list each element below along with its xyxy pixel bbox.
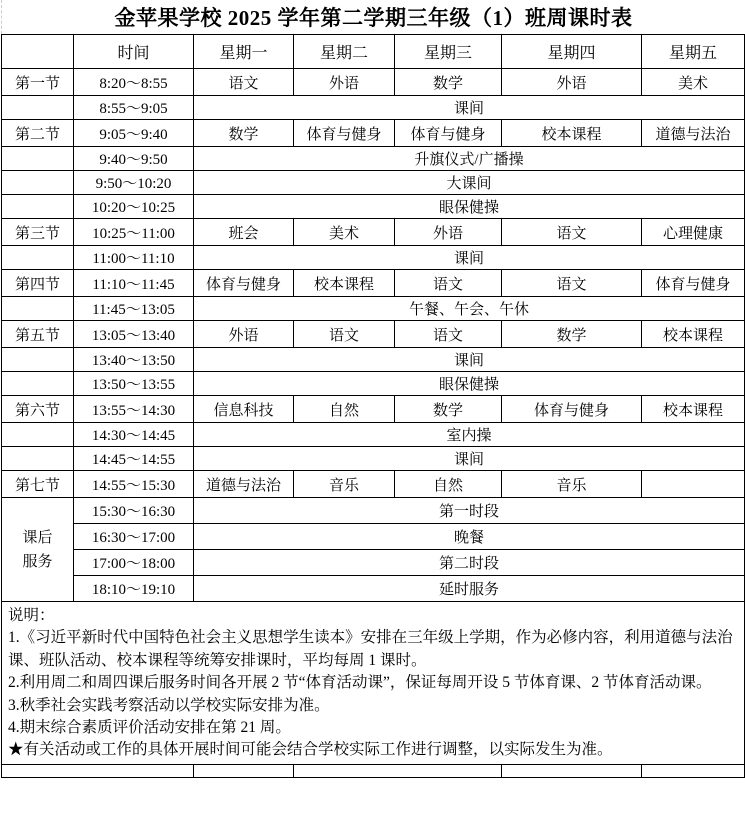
subject-cell: 语文 bbox=[395, 321, 502, 348]
subject-cell: 外语 bbox=[395, 219, 502, 246]
notes-row bbox=[2, 602, 745, 765]
subject-cell: 校本课程 bbox=[294, 270, 395, 297]
span-label-cell: 眼保健操 bbox=[194, 372, 745, 396]
period-cell: 第七节 bbox=[2, 471, 74, 498]
time-header-cell: 时间 bbox=[74, 35, 194, 69]
period-cell bbox=[2, 246, 74, 270]
subject-cell: 体育与健身 bbox=[502, 396, 642, 423]
span-label-cell: 课间 bbox=[194, 447, 745, 471]
span-label-cell: 第二时段 bbox=[194, 550, 745, 576]
day-header-cell: 星期三 bbox=[395, 35, 502, 69]
span-row bbox=[2, 297, 745, 321]
span-row bbox=[2, 372, 745, 396]
subject-cell: 信息科技 bbox=[194, 396, 294, 423]
note-item: 4.期末综合素质评价活动安排在第 21 周。 bbox=[8, 719, 291, 737]
subject-cell: 体育与健身 bbox=[395, 120, 502, 147]
span-row bbox=[2, 423, 745, 447]
span-row bbox=[2, 171, 745, 195]
period-cell bbox=[2, 372, 74, 396]
class-row bbox=[2, 69, 745, 96]
period-cell bbox=[2, 147, 74, 171]
subject-cell: 语文 bbox=[502, 219, 642, 246]
time-cell: 9:40～9:50 bbox=[74, 147, 194, 171]
period-cell bbox=[2, 96, 74, 120]
span-row bbox=[2, 195, 745, 219]
time-cell: 8:55～9:05 bbox=[74, 96, 194, 120]
period-cell bbox=[2, 447, 74, 471]
period-cell bbox=[2, 423, 74, 447]
time-cell: 11:10～11:45 bbox=[74, 270, 194, 297]
subject-cell: 心理健康 bbox=[642, 219, 745, 246]
subject-cell: 音乐 bbox=[294, 471, 395, 498]
subject-cell: 外语 bbox=[502, 69, 642, 96]
cutoff-cell bbox=[642, 764, 745, 777]
subject-cell: 道德与法治 bbox=[642, 120, 745, 147]
subject-cell: 语文 bbox=[502, 270, 642, 297]
subject-cell: 校本课程 bbox=[502, 120, 642, 147]
corner-cell bbox=[2, 35, 74, 69]
time-cell: 17:00～18:00 bbox=[74, 550, 194, 576]
subject-cell: 数学 bbox=[395, 396, 502, 423]
period-cell bbox=[2, 297, 74, 321]
notes-heading: 说明： bbox=[8, 607, 55, 624]
service-group-label-line: 服务 bbox=[22, 553, 53, 570]
subject-cell: 体育与健身 bbox=[294, 120, 395, 147]
span-label-cell: 课间 bbox=[194, 348, 745, 372]
span-label-cell: 升旗仪式/广播操 bbox=[194, 147, 745, 171]
subject-cell: 体育与健身 bbox=[194, 270, 294, 297]
time-cell: 9:05～9:40 bbox=[74, 120, 194, 147]
subject-cell: 语文 bbox=[395, 270, 502, 297]
time-cell: 18:10～19:10 bbox=[74, 576, 194, 602]
subject-cell: 校本课程 bbox=[642, 396, 745, 423]
subject-cell: 自然 bbox=[395, 471, 502, 498]
span-label-cell: 眼保健操 bbox=[194, 195, 745, 219]
subject-cell: 道德与法治 bbox=[194, 471, 294, 498]
cutoff-cell bbox=[194, 764, 294, 777]
time-cell: 13:55～14:30 bbox=[74, 396, 194, 423]
time-cell: 10:25～11:00 bbox=[74, 219, 194, 246]
time-cell: 13:05～13:40 bbox=[74, 321, 194, 348]
span-row bbox=[2, 147, 745, 171]
cutoff-row bbox=[2, 764, 745, 777]
cutoff-cell bbox=[2, 764, 194, 777]
page-title: 金苹果学校 2025 学年第二学期三年级（1）班周课时表 bbox=[1, 0, 745, 34]
time-cell: 14:30～14:45 bbox=[74, 423, 194, 447]
span-label-cell: 第一时段 bbox=[194, 498, 745, 524]
time-cell: 14:55～15:30 bbox=[74, 471, 194, 498]
period-cell: 第四节 bbox=[2, 270, 74, 297]
subject-cell: 数学 bbox=[194, 120, 294, 147]
subject-cell: 数学 bbox=[502, 321, 642, 348]
note-item: ★有关活动或工作的具体开展时间可能会结合学校实际工作进行调整，以实际发生为准。 bbox=[8, 741, 613, 759]
note-item: 3.秋季社会实践考察活动以学校实际安排为准。 bbox=[8, 696, 330, 714]
service-row bbox=[2, 550, 745, 576]
time-cell: 14:45～14:55 bbox=[74, 447, 194, 471]
time-cell: 8:20～8:55 bbox=[74, 69, 194, 96]
subject-cell: 体育与健身 bbox=[642, 270, 745, 297]
period-cell bbox=[2, 348, 74, 372]
time-cell: 13:50～13:55 bbox=[74, 372, 194, 396]
notes-cell bbox=[2, 602, 745, 765]
cutoff-cell bbox=[502, 764, 642, 777]
subject-cell: 语文 bbox=[294, 321, 395, 348]
time-cell: 16:30～17:00 bbox=[74, 524, 194, 550]
day-header-cell: 星期二 bbox=[294, 35, 395, 69]
service-row bbox=[2, 498, 745, 524]
subject-cell: 自然 bbox=[294, 396, 395, 423]
class-row bbox=[2, 321, 745, 348]
subject-cell: 外语 bbox=[194, 321, 294, 348]
subject-cell: 班会 bbox=[194, 219, 294, 246]
subject-cell: 校本课程 bbox=[642, 321, 745, 348]
class-row bbox=[2, 396, 745, 423]
service-row bbox=[2, 576, 745, 602]
time-cell: 13:40～13:50 bbox=[74, 348, 194, 372]
span-label-cell: 室内操 bbox=[194, 423, 745, 447]
span-label-cell: 午餐、午会、午休 bbox=[194, 297, 745, 321]
note-item: 2.利用周二和周四课后服务时间各开展 2 节“体育活动课”，保证每周开设 5 节体育课、2 节体育活动课。 bbox=[8, 674, 712, 692]
period-cell: 第三节 bbox=[2, 219, 74, 246]
period-cell: 第一节 bbox=[2, 69, 74, 96]
timetable bbox=[1, 34, 745, 778]
header-row bbox=[2, 35, 745, 69]
class-row bbox=[2, 270, 745, 297]
span-row bbox=[2, 348, 745, 372]
subject-cell: 语文 bbox=[194, 69, 294, 96]
span-label-cell: 课间 bbox=[194, 96, 745, 120]
service-row bbox=[2, 524, 745, 550]
subject-cell: 数学 bbox=[395, 69, 502, 96]
note-item: 1.《习近平新时代中国特色社会主义思想学生读本》安排在三年级上学期，作为必修内容，利用道德与法治课、班队活动、校本课程等统筹安排课时，平均每周 1 课时。 bbox=[8, 629, 733, 669]
time-cell: 15:30～16:30 bbox=[74, 498, 194, 524]
period-cell: 第二节 bbox=[2, 120, 74, 147]
service-group-label-line: 课后 bbox=[22, 529, 53, 546]
period-cell: 第五节 bbox=[2, 321, 74, 348]
time-cell: 10:20～10:25 bbox=[74, 195, 194, 219]
subject-cell: 美术 bbox=[642, 69, 745, 96]
span-label-cell: 大课间 bbox=[194, 171, 745, 195]
period-cell: 第六节 bbox=[2, 396, 74, 423]
subject-cell: 外语 bbox=[294, 69, 395, 96]
day-header-cell: 星期四 bbox=[502, 35, 642, 69]
period-cell bbox=[2, 195, 74, 219]
time-cell: 11:00～11:10 bbox=[74, 246, 194, 270]
cutoff-cell bbox=[294, 764, 502, 777]
span-label-cell: 课间 bbox=[194, 246, 745, 270]
day-header-cell: 星期五 bbox=[642, 35, 745, 69]
service-group-cell bbox=[2, 498, 74, 602]
subject-cell: 音乐 bbox=[502, 471, 642, 498]
span-label-cell: 晚餐 bbox=[194, 524, 745, 550]
class-row bbox=[2, 219, 745, 246]
span-row bbox=[2, 96, 745, 120]
time-cell: 11:45～13:05 bbox=[74, 297, 194, 321]
subject-cell: 美术 bbox=[294, 219, 395, 246]
class-row bbox=[2, 471, 745, 498]
span-label-cell: 延时服务 bbox=[194, 576, 745, 602]
subject-cell bbox=[642, 471, 745, 498]
time-cell: 9:50～10:20 bbox=[74, 171, 194, 195]
period-cell bbox=[2, 171, 74, 195]
span-row bbox=[2, 447, 745, 471]
span-row bbox=[2, 246, 745, 270]
day-header-cell: 星期一 bbox=[194, 35, 294, 69]
class-row bbox=[2, 120, 745, 147]
